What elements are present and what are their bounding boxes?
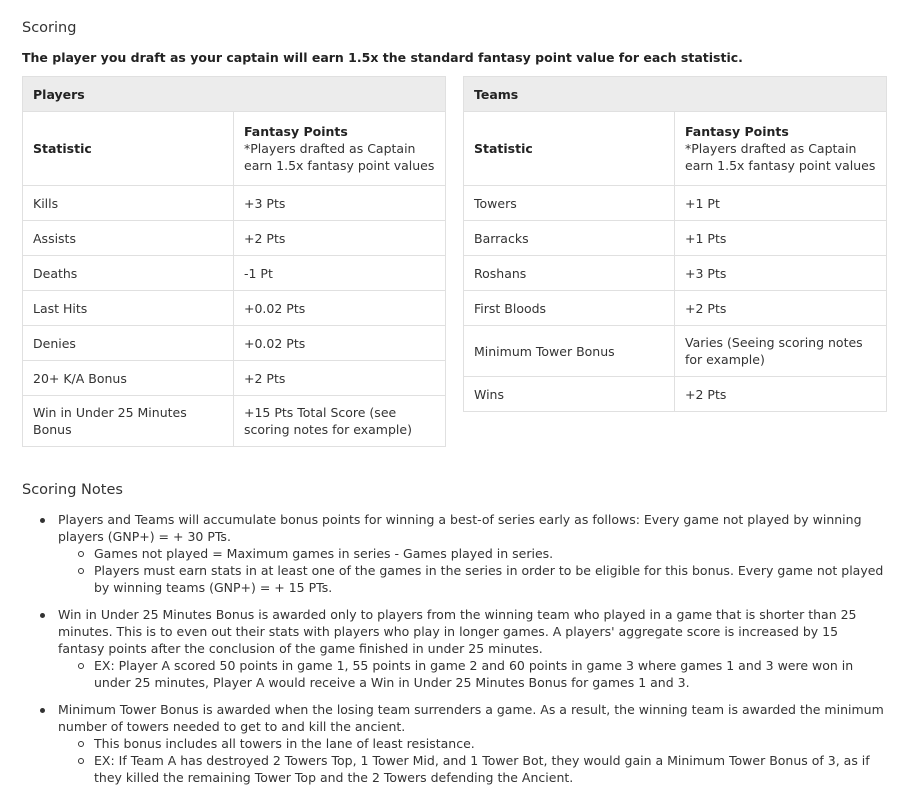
note-text: Win in Under 25 Minutes Bonus is awarded only to players from the winning team who played in a game that is shorter than 25 minutes. This is to even out their stats with players who play in longer games. A players' aggregate score is increased by 15 fantasy points after the conclusion of the game finished in under 25 minutes. bbox=[58, 607, 857, 656]
points-cell: +0.02 Pts bbox=[234, 326, 446, 361]
teams-table bbox=[463, 76, 887, 412]
table-row bbox=[23, 291, 446, 326]
points-cell: +2 Pts bbox=[234, 221, 446, 256]
teams-col-points-note: *Players drafted as Captain earn 1.5x fantasy point values bbox=[685, 141, 876, 173]
table-row bbox=[23, 326, 446, 361]
table-row bbox=[23, 186, 446, 221]
teams-col-points bbox=[675, 112, 887, 186]
stat-cell: Denies bbox=[23, 326, 234, 361]
table-row bbox=[464, 186, 887, 221]
stat-cell: Minimum Tower Bonus bbox=[464, 326, 675, 377]
table-row bbox=[464, 256, 887, 291]
table-row bbox=[464, 326, 887, 377]
note-text: Players and Teams will accumulate bonus points for winning a best-of series early as follows: Every game not played by winning players (GNP+) = + 30 PTs. bbox=[58, 512, 862, 544]
teams-caption: Teams bbox=[464, 77, 887, 112]
points-cell: +15 Pts Total Score (see scoring notes for example) bbox=[234, 396, 446, 447]
list-item bbox=[22, 701, 888, 786]
note-text: Minimum Tower Bonus is awarded when the losing team surrenders a game. As a result, the winning team is awarded the minimum number of towers needed to get to and kill the ancient. bbox=[58, 702, 884, 734]
table-row bbox=[23, 256, 446, 291]
table-row bbox=[23, 221, 446, 256]
players-col-points-title: Fantasy Points bbox=[244, 124, 348, 139]
teams-col-points-title: Fantasy Points bbox=[685, 124, 789, 139]
captain-intro: The player you draft as your captain will earn 1.5x the standard fantasy point value for each statistic. bbox=[22, 50, 743, 65]
sub-list-item: EX: If Team A has destroyed 2 Towers Top, 1 Tower Mid, and 1 Tower Bot, they would gain a Minimum Tower Bonus of 3, as if they killed the remaining Tower Top and the 2 Towers defending the Ancient. bbox=[58, 752, 888, 786]
stat-cell: Deaths bbox=[23, 256, 234, 291]
scoring-notes-title: Scoring Notes bbox=[22, 482, 123, 498]
sub-list-item: EX: Player A scored 50 points in game 1, 55 points in game 2 and 60 points in game 3 where games 1 and 3 were won in under 25 minutes, Player A would receive a Win in Under 25 Minutes Bonus for games 1 and 3. bbox=[58, 657, 888, 691]
table-row bbox=[464, 377, 887, 412]
list-item bbox=[22, 606, 888, 691]
stat-cell: Wins bbox=[464, 377, 675, 412]
stat-cell: First Bloods bbox=[464, 291, 675, 326]
players-col-points-note: *Players drafted as Captain earn 1.5x fantasy point values bbox=[244, 141, 435, 173]
teams-col-statistic: Statistic bbox=[464, 112, 675, 186]
table-row bbox=[464, 291, 887, 326]
sub-list bbox=[58, 545, 888, 596]
players-col-points bbox=[234, 112, 446, 186]
points-cell: +1 Pts bbox=[675, 221, 887, 256]
stat-cell: Barracks bbox=[464, 221, 675, 256]
points-cell: +0.02 Pts bbox=[234, 291, 446, 326]
points-cell: +3 Pts bbox=[234, 186, 446, 221]
players-caption: Players bbox=[23, 77, 446, 112]
sub-list bbox=[58, 657, 888, 691]
list-item bbox=[22, 511, 888, 596]
points-cell: +1 Pt bbox=[675, 186, 887, 221]
points-cell: Varies (Seeing scoring notes for example) bbox=[675, 326, 887, 377]
stat-cell: Win in Under 25 Minutes Bonus bbox=[23, 396, 234, 447]
sub-list-item: Players must earn stats in at least one of the games in the series in order to be eligible for this bonus. Every game not played by winning teams (GNP+) = + 15 PTs. bbox=[58, 562, 888, 596]
table-row bbox=[464, 221, 887, 256]
points-cell: +2 Pts bbox=[234, 361, 446, 396]
scoring-title: Scoring bbox=[22, 20, 77, 36]
points-cell: +3 Pts bbox=[675, 256, 887, 291]
points-cell: +2 Pts bbox=[675, 377, 887, 412]
points-cell: +2 Pts bbox=[675, 291, 887, 326]
stat-cell: Roshans bbox=[464, 256, 675, 291]
stat-cell: 20+ K/A Bonus bbox=[23, 361, 234, 396]
stat-cell: Last Hits bbox=[23, 291, 234, 326]
table-row bbox=[23, 396, 446, 447]
points-cell: -1 Pt bbox=[234, 256, 446, 291]
table-row bbox=[23, 361, 446, 396]
stat-cell: Kills bbox=[23, 186, 234, 221]
stat-cell: Towers bbox=[464, 186, 675, 221]
sub-list-item: Games not played = Maximum games in series - Games played in series. bbox=[58, 545, 888, 562]
players-col-statistic: Statistic bbox=[23, 112, 234, 186]
players-table bbox=[22, 76, 446, 447]
sub-list-item: This bonus includes all towers in the lane of least resistance. bbox=[58, 735, 888, 752]
stat-cell: Assists bbox=[23, 221, 234, 256]
sub-list bbox=[58, 735, 888, 786]
scoring-notes-list bbox=[22, 511, 888, 796]
